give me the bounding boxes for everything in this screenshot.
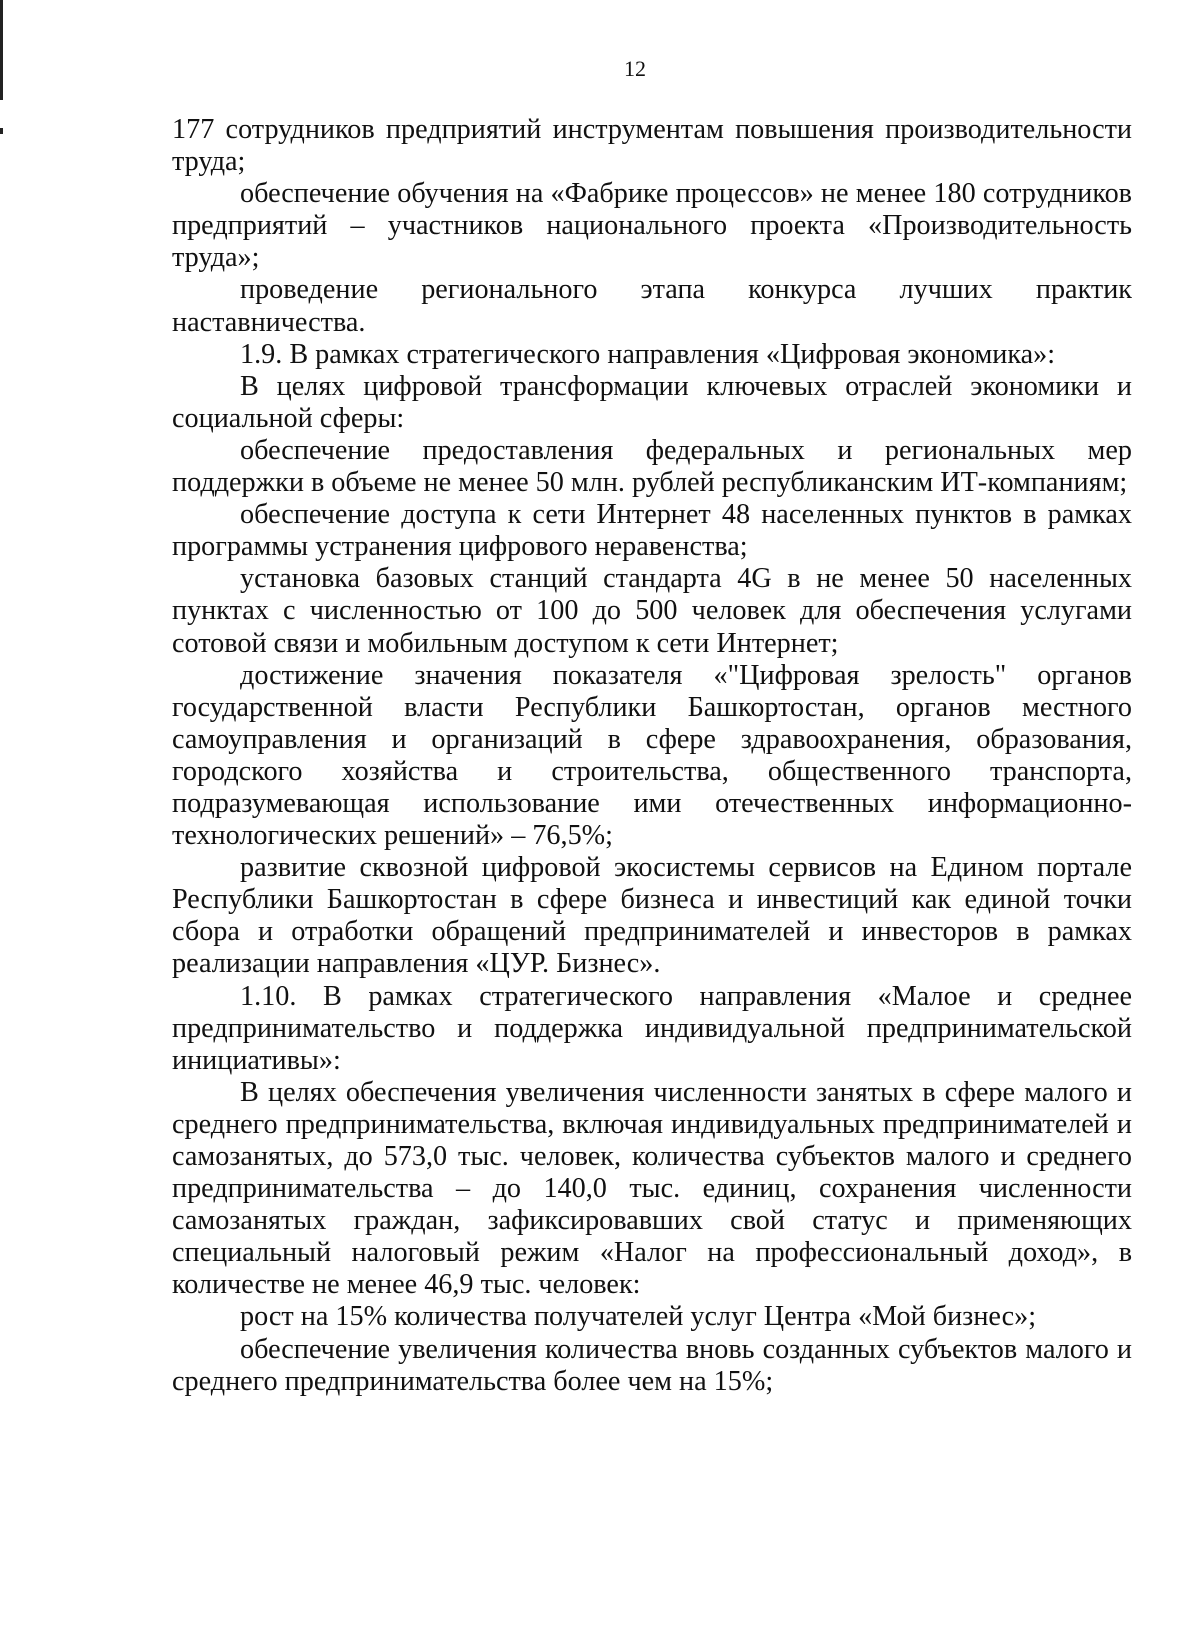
paragraph: обеспечение предоставления федеральных и региональных мер поддержки в объеме не менее 50 млн. рублей республиканским ИТ-компаниям; (172, 434, 1132, 499)
paragraph: достижение значения показателя «"Цифровая зрелость" органов государственной власти Республики Башкортостан, органов местного самоуправления и организаций в сфере здравоохранения, образования, городского хозяйства и строительства, общественного транспорта, подразумевающая использование ими отечественных информационно-технологических решений» – 76,5%; (172, 659, 1132, 852)
paragraph: установка базовых станций стандарта 4G в не менее 50 населенных пунктах с численностью от 100 до 500 человек для обеспечения услугами сотовой связи и мобильным доступом к сети Интернет; (172, 563, 1132, 659)
section-heading-1-9: 1.9. В рамках стратегического направления «Цифровая экономика»: (240, 338, 1056, 370)
paragraph: обеспечение увеличения количества вновь созданных субъектов малого и среднего предпринимательства более чем на 15%; (172, 1333, 1132, 1397)
paragraph: В целях цифровой трансформации ключевых отраслей экономики и социальной сферы: (172, 370, 1132, 434)
paragraph: обеспечение доступа к сети Интернет 48 населенных пунктов в рамках программы устранения цифрового неравенства; (172, 499, 1132, 563)
paragraph: развитие сквозной цифровой экосистемы сервисов на Едином портале Республики Башкортостан в сфере бизнеса и инвестиций как единой точки сбора и отработки обращений предпринимателей и инвесторов в рамках реализации направления «ЦУР. Бизнес». (172, 852, 1132, 980)
document-body (172, 114, 1132, 1398)
paragraph: В целях обеспечения увеличения численности занятых в сфере малого и среднего предпринимательства, включая индивидуальных предпринимателей и самозанятых, до 573,0 тыс. человек, количества субъектов малого и среднего предпринимательства – до 140,0 тыс. единиц, сохранения численности самозанятых граждан, зафиксировавших свой статус и применяющих специальный налоговый режим «Налог на профессиональный доход», в количестве не менее 46,9 тыс. человек: (172, 1076, 1132, 1301)
scan-edge-mark (0, 0, 3, 100)
paragraph: 177 сотрудников предприятий инструментам повышения производительности труда; (172, 114, 1132, 178)
page-number: 12 (624, 56, 646, 81)
paragraph: рост на 15% количества получателей услуг Центра «Мой бизнес»; (240, 1301, 1037, 1333)
paragraph: проведение регионального этапа конкурса лучших практик наставничества. (172, 274, 1132, 338)
paragraph: обеспечение обучения на «Фабрике процессов» не менее 180 сотрудников предприятий – участников национального проекта «Производительность труда»; (172, 178, 1132, 274)
scan-edge-mark (0, 128, 3, 134)
section-heading-1-10: 1.10. В рамках стратегического направления «Малое и среднее предпринимательство и поддержка индивидуальной предпринимательской инициативы»: (172, 980, 1132, 1076)
